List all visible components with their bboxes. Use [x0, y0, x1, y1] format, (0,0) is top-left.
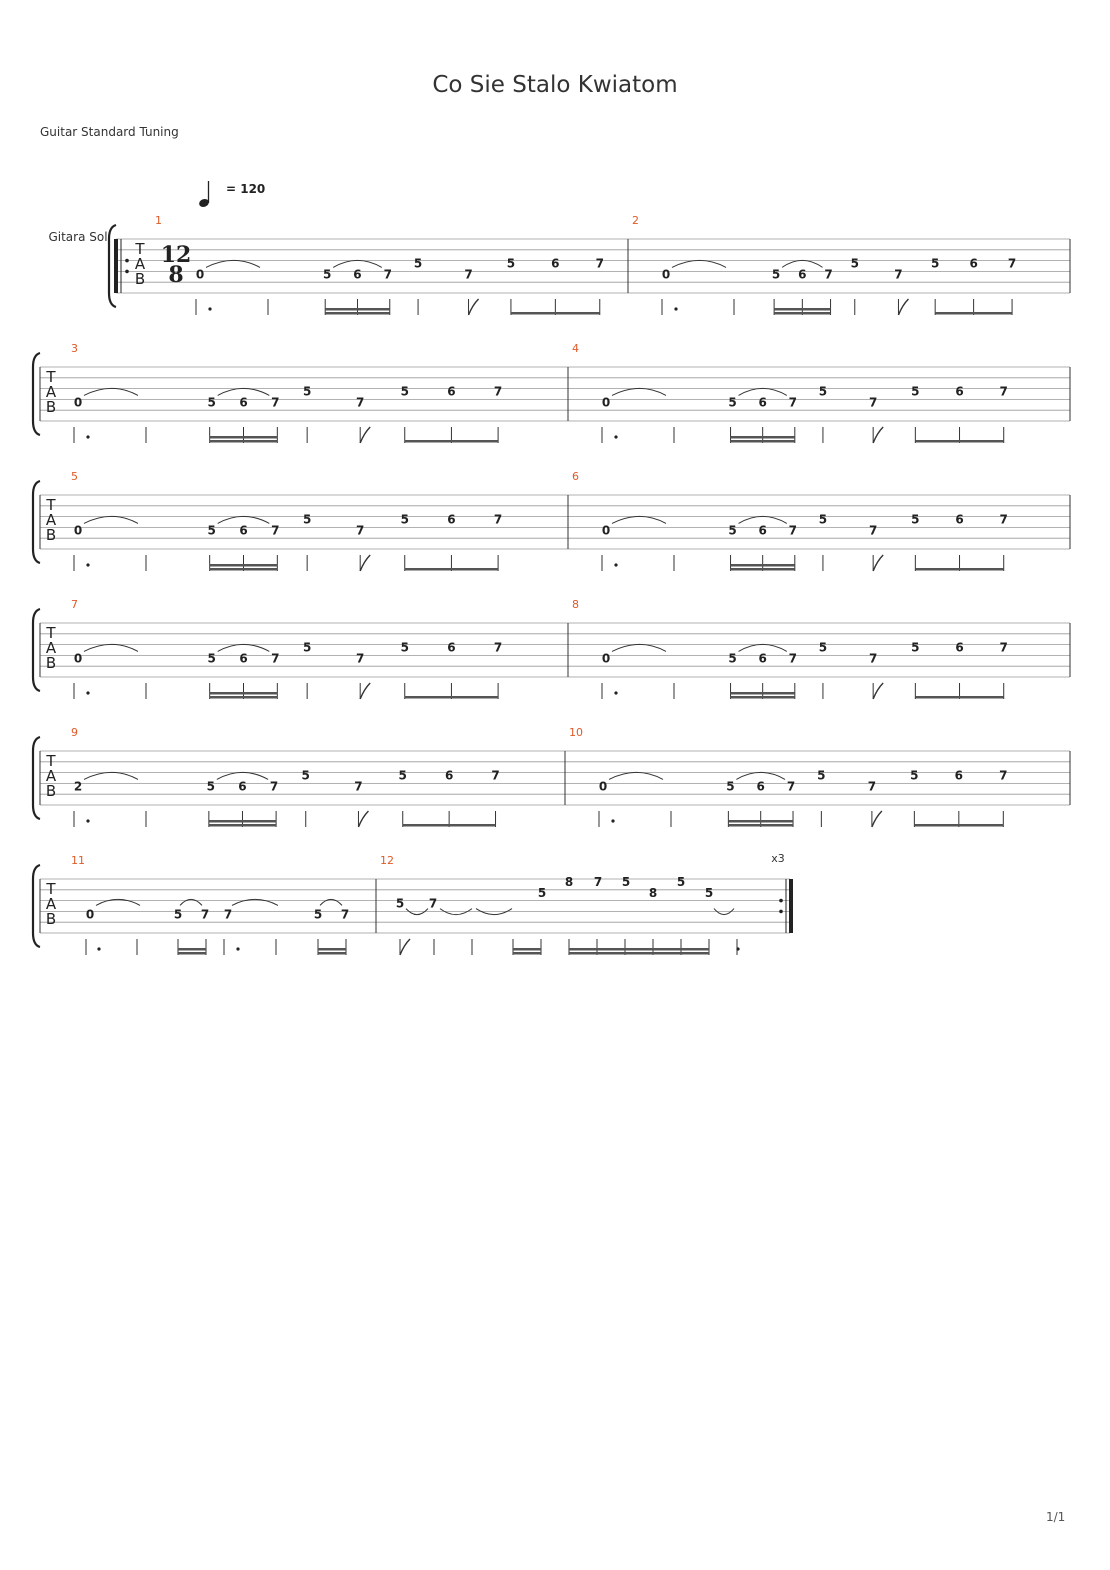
- slur-arc: [333, 260, 382, 267]
- fret-number: 0: [598, 779, 608, 794]
- tab-clef-letter: T: [46, 368, 56, 386]
- beam: [774, 308, 830, 311]
- fret-number: 5: [207, 651, 216, 666]
- slur-arc: [218, 516, 270, 523]
- beam: [731, 568, 795, 571]
- tab-clef-letter: T: [46, 496, 56, 514]
- fret-number: 5: [911, 512, 920, 527]
- beam: [405, 568, 498, 571]
- slur-arc: [782, 260, 822, 267]
- beam: [403, 824, 496, 827]
- system-bracket: [33, 865, 40, 947]
- measure-number: 3: [71, 342, 78, 355]
- tab-clef-letter: T: [135, 240, 145, 258]
- fret-number: 6: [239, 395, 248, 410]
- tab-clef-letter: A: [134, 255, 146, 273]
- fret-number: 6: [758, 651, 767, 666]
- beam: [210, 696, 278, 699]
- beam: [405, 440, 498, 443]
- dot: [97, 947, 100, 950]
- fret-number: 7: [999, 640, 1008, 655]
- dot: [611, 819, 614, 822]
- measure-number: 5: [71, 470, 78, 483]
- tab-clef-letter: B: [134, 270, 146, 288]
- slur-arc: [84, 388, 138, 395]
- beam: [405, 696, 498, 699]
- tab-clef-letter: A: [45, 383, 57, 401]
- song-title: Co Sie Stalo Kwiatom: [432, 72, 678, 98]
- fret-number: 5: [537, 885, 547, 900]
- fret-number: 0: [195, 267, 205, 282]
- fret-number: 6: [955, 640, 964, 655]
- repeat-dot: [779, 899, 783, 903]
- fret-number: 5: [911, 640, 920, 655]
- fret-number: 8: [648, 885, 658, 900]
- beam: [325, 312, 390, 315]
- fret-number: 6: [239, 523, 248, 538]
- fret-number: 0: [661, 267, 671, 282]
- measure-number: 8: [572, 598, 579, 611]
- fret-number: 0: [85, 907, 95, 922]
- beam: [209, 820, 276, 823]
- tab-clef-letter: T: [46, 752, 56, 770]
- fret-number: 7: [894, 267, 903, 282]
- fret-number: 5: [506, 256, 516, 271]
- fret-number: 7: [867, 779, 877, 794]
- slur-arc: [672, 260, 726, 267]
- fret-number: 5: [400, 384, 409, 399]
- fret-number: 7: [356, 651, 365, 666]
- beam: [731, 696, 795, 699]
- eighth-flag: [360, 555, 370, 571]
- tab-clef-letter: A: [45, 895, 57, 913]
- dot: [86, 691, 89, 694]
- eighth-flag: [873, 683, 883, 699]
- dot: [614, 435, 617, 438]
- system-bracket: [33, 481, 40, 563]
- fret-number: 6: [239, 651, 248, 666]
- slur-arc: [739, 516, 787, 523]
- fret-number: 6: [758, 523, 767, 538]
- fret-number: 5: [621, 875, 631, 889]
- fret-number: 7: [340, 907, 350, 922]
- tempo-value: = 120: [226, 182, 266, 196]
- repeat-dot: [125, 259, 129, 263]
- fret-number: 5: [301, 768, 310, 783]
- beam: [731, 436, 795, 439]
- fret-number: 6: [353, 267, 362, 282]
- fret-number: 7: [595, 256, 604, 271]
- page-number: 1/1: [1046, 1510, 1066, 1524]
- fret-number: 7: [868, 651, 878, 666]
- slur-arc: [217, 772, 268, 779]
- fret-number: 7: [271, 651, 280, 666]
- measure-number: 7: [71, 598, 78, 611]
- fret-number: 7: [491, 768, 500, 783]
- dot: [208, 307, 211, 310]
- beam: [935, 312, 1012, 315]
- fret-number: 7: [354, 779, 363, 794]
- fret-number: 7: [1007, 256, 1017, 271]
- fret-number: 0: [601, 395, 611, 410]
- eighth-flag: [898, 299, 908, 315]
- slur-arc: [736, 772, 785, 779]
- beam: [731, 692, 795, 695]
- fret-number: 7: [493, 640, 503, 655]
- fret-number: 6: [238, 779, 247, 794]
- eighth-flag: [360, 683, 370, 699]
- time-sig-numerator: 12: [160, 242, 192, 268]
- tab-clef-letter: T: [46, 624, 56, 642]
- fret-number: 6: [955, 512, 964, 527]
- fret-number: 5: [726, 779, 735, 794]
- fret-number: 5: [400, 640, 409, 655]
- fret-number: 6: [955, 384, 964, 399]
- fret-number: 7: [383, 267, 392, 282]
- repeat-dot: [125, 270, 129, 274]
- fret-number: 7: [464, 267, 473, 282]
- dot: [236, 947, 239, 950]
- slur-arc: [612, 388, 666, 395]
- tab-clef-letter: T: [46, 880, 56, 898]
- fret-number: 5: [302, 384, 312, 399]
- beam: [731, 564, 795, 567]
- eighth-flag: [400, 939, 410, 955]
- fret-number: 5: [728, 523, 737, 538]
- fret-number: 5: [818, 384, 828, 399]
- system-bracket: [33, 609, 40, 691]
- fret-number: 7: [356, 395, 365, 410]
- beam: [728, 824, 793, 827]
- dot: [614, 691, 617, 694]
- fret-number: 0: [73, 395, 83, 410]
- beam: [511, 312, 600, 315]
- fret-number: 0: [73, 651, 83, 666]
- measure-number: 1: [155, 214, 162, 227]
- fret-number: 5: [676, 875, 686, 889]
- slur-arc: [84, 644, 138, 651]
- fret-number: 6: [969, 256, 978, 271]
- eighth-flag: [469, 299, 479, 315]
- tab-clef-letter: B: [45, 910, 57, 928]
- beam: [513, 948, 541, 951]
- beam: [178, 948, 206, 951]
- dot: [86, 819, 89, 822]
- beam: [210, 568, 278, 571]
- beam: [209, 824, 276, 827]
- fret-number: 7: [868, 395, 878, 410]
- fret-number: 5: [728, 395, 737, 410]
- fret-number: 0: [601, 651, 611, 666]
- fret-number: 5: [207, 523, 216, 538]
- fret-number: 5: [728, 651, 737, 666]
- fret-number: 5: [395, 896, 405, 911]
- measure-number: 6: [572, 470, 579, 483]
- slur-arc: [609, 772, 663, 779]
- fret-number: 6: [551, 256, 560, 271]
- fret-number: 2: [73, 779, 83, 794]
- repeat-count: x3: [771, 852, 785, 865]
- beam: [915, 440, 1003, 443]
- fret-number: 6: [756, 779, 765, 794]
- system-bracket: [33, 737, 40, 819]
- beam: [210, 436, 278, 439]
- fret-number: 7: [999, 512, 1008, 527]
- fret-number: 5: [323, 267, 332, 282]
- fret-number: 7: [428, 896, 438, 911]
- fret-number: 7: [788, 395, 797, 410]
- beam: [569, 952, 709, 955]
- fret-number: 5: [818, 512, 828, 527]
- slur-arc: [612, 516, 666, 523]
- fret-number: 6: [447, 640, 456, 655]
- beam: [731, 440, 795, 443]
- fret-number: 6: [758, 395, 767, 410]
- tab-clef-letter: A: [45, 511, 57, 529]
- fret-number: 7: [269, 779, 279, 794]
- beam: [915, 568, 1003, 571]
- fret-number: 7: [788, 523, 797, 538]
- fret-number: 5: [911, 384, 920, 399]
- slur-arc: [612, 644, 666, 651]
- fret-number: 7: [493, 512, 503, 527]
- measure-number: 11: [71, 854, 85, 867]
- fret-number: 5: [818, 640, 828, 655]
- eighth-flag: [872, 811, 882, 827]
- fret-number: 7: [999, 384, 1008, 399]
- beam: [325, 308, 390, 311]
- fret-number: 5: [910, 768, 919, 783]
- measure-number: 9: [71, 726, 78, 739]
- fret-number: 6: [954, 768, 964, 783]
- beam: [513, 952, 541, 955]
- eighth-flag: [360, 427, 370, 443]
- tab-clef-letter: B: [45, 654, 57, 672]
- fret-number: 5: [413, 256, 423, 271]
- fret-number: 8: [564, 875, 574, 889]
- fret-number: 7: [271, 523, 280, 538]
- beam: [318, 952, 346, 955]
- tab-clef-letter: B: [45, 526, 57, 544]
- beam: [210, 564, 278, 567]
- fret-number: 7: [786, 779, 796, 794]
- fret-number: 5: [771, 267, 781, 282]
- dot: [86, 435, 89, 438]
- slur-arc: [84, 772, 138, 779]
- tab-clef-letter: A: [45, 767, 57, 785]
- fret-number: 6: [798, 267, 807, 282]
- fret-number: 5: [206, 779, 216, 794]
- fret-number: 7: [593, 875, 603, 889]
- slur-arc: [739, 388, 787, 395]
- beam: [178, 952, 206, 955]
- fret-number: 5: [817, 768, 826, 783]
- fret-number: 6: [447, 512, 456, 527]
- slur-arc: [739, 644, 787, 651]
- fret-number: 5: [302, 512, 312, 527]
- dot: [86, 563, 89, 566]
- repeat-dot: [779, 910, 783, 914]
- fret-number: 7: [356, 523, 365, 538]
- tab-clef-letter: B: [45, 398, 57, 416]
- fret-number: 7: [200, 907, 210, 922]
- beam: [915, 696, 1003, 699]
- beam: [569, 948, 709, 951]
- beam: [210, 440, 278, 443]
- eighth-flag: [873, 555, 883, 571]
- fret-number: 7: [868, 523, 878, 538]
- dot: [736, 947, 739, 950]
- tab-clef-letter: A: [45, 639, 57, 657]
- measure-number: 12: [380, 854, 394, 867]
- eighth-flag: [358, 811, 368, 827]
- fret-number: 5: [704, 885, 714, 900]
- beam: [914, 824, 1003, 827]
- measure-number: 4: [572, 342, 579, 355]
- dot: [674, 307, 677, 310]
- fret-number: 6: [447, 384, 456, 399]
- fret-number: 0: [601, 523, 611, 538]
- fret-number: 7: [824, 267, 833, 282]
- beam: [210, 692, 278, 695]
- fret-number: 7: [223, 907, 233, 922]
- fret-number: 7: [271, 395, 280, 410]
- tab-clef-letter: B: [45, 782, 57, 800]
- fret-number: 5: [850, 256, 859, 271]
- time-sig-denominator: 8: [168, 262, 184, 288]
- fret-number: 7: [493, 384, 503, 399]
- measure-number: 2: [632, 214, 639, 227]
- tuning-label: Guitar Standard Tuning: [40, 125, 179, 139]
- fret-number: 5: [302, 640, 312, 655]
- fret-number: 5: [173, 907, 183, 922]
- track-name: Gitara Sol: [48, 230, 108, 244]
- eighth-flag: [873, 427, 883, 443]
- dot: [614, 563, 617, 566]
- slur-arc: [84, 516, 138, 523]
- fret-number: 7: [999, 768, 1008, 783]
- beam: [728, 820, 793, 823]
- system-bracket: [33, 353, 40, 435]
- fret-number: 6: [444, 768, 454, 783]
- fret-number: 0: [73, 523, 83, 538]
- slur-arc: [206, 260, 260, 267]
- fret-number: 5: [207, 395, 216, 410]
- beam: [318, 948, 346, 951]
- beam: [774, 312, 830, 315]
- fret-number: 7: [788, 651, 797, 666]
- fret-number: 5: [400, 512, 409, 527]
- fret-number: 5: [313, 907, 323, 922]
- measure-number: 10: [569, 726, 583, 739]
- slur-arc: [218, 644, 270, 651]
- fret-number: 5: [398, 768, 407, 783]
- fret-number: 5: [930, 256, 940, 271]
- slur-arc: [218, 388, 270, 395]
